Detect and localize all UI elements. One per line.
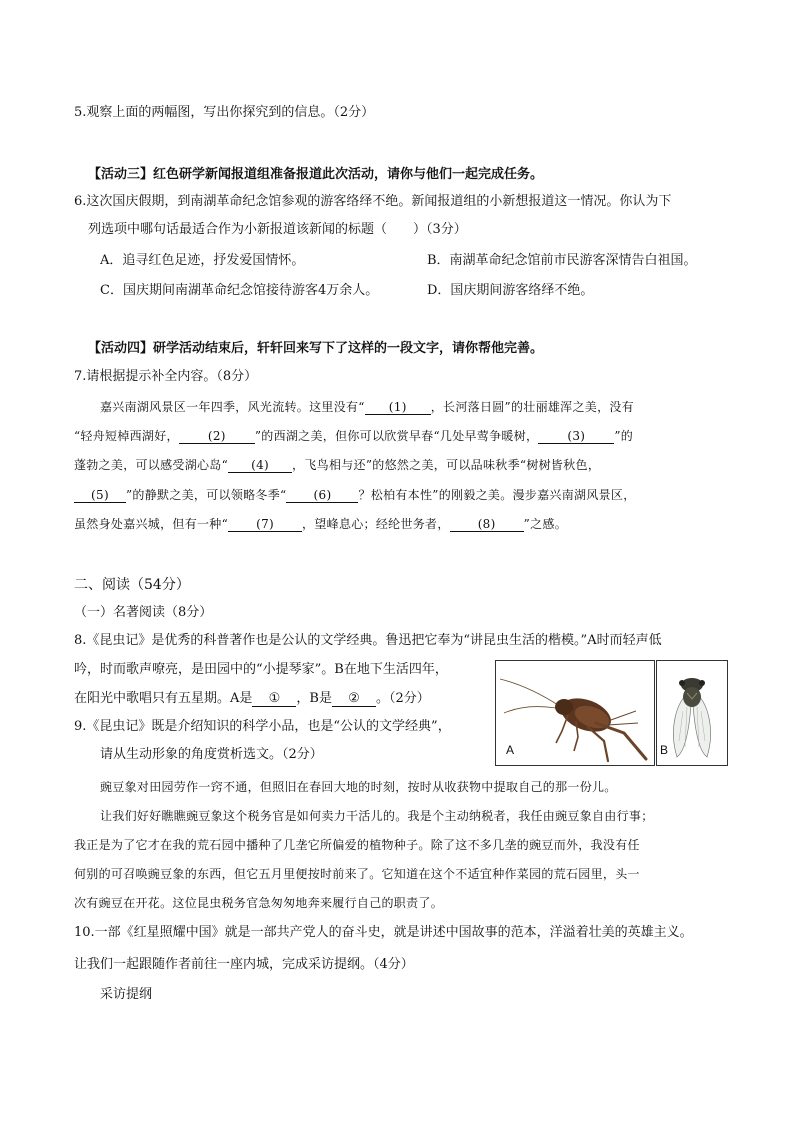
passage-paragraph-2-line2: 我正是为了它才在我的荒石园中播种了几垄它所偏爱的植物种子。除了这不多几垄的豌豆而外，我没有任 [74,838,640,852]
image-a [495,660,655,766]
q7-line-1: 嘉兴南湖风景区一年四季，风光流转。这里没有“ (1) ，长河落日圆”的壮丽雄浑之美，没有 [100,400,634,414]
blank-answer-2: ② [332,692,376,707]
question-10-line1: 10.一部《红星照耀中国》就是一部共产党人的奋斗史，就是讲述中国故事的范本，洋溢着壮美的英雄主义。 [74,925,693,940]
interview-outline-heading: 采访提纲 [100,987,153,1002]
passage-paragraph-2-line4: 次有豌豆在开花。这位昆虫税务官急匆匆地奔来履行自己的职责了。 [74,896,444,910]
question-9-line1: 9.《昆虫记》既是介绍知识的科学小品，也是“公认的文学经典”， [74,719,451,734]
question-10-line2: 让我们一起跟随作者前往一座内城，完成采访提纲。（4分） [74,957,414,972]
activity-4-heading: 【活动四】研学活动结束后，轩轩回来写下了这样的一段文字，请你帮他完善。 [88,341,544,356]
activity-3-heading: 【活动三】红色研学新闻报道组准备报道此次活动，请你与他们一起完成任务。 [88,167,544,182]
option-d: D．国庆期间游客络绎不绝。 [427,283,594,298]
blank-6: (6) [286,488,358,503]
question-8-line3: 在阳光中歌唱只有五星期。A是 ① ，B是 ② 。（2分） [74,691,430,706]
question-6-line2: 列选项中哪句话最适合作为小新报道该新闻的标题（ ）（3分） [88,222,467,237]
question-8-line1: 8.《昆虫记》是优秀的科普著作也是公认的文学经典。鲁迅把它奉为“讲昆虫生活的楷模。”A时而轻声低 [74,633,662,648]
question-7-title: 7.请根据提示补全内容。（8分） [74,369,258,384]
question-5: 5.观察上面的两幅图，写出你探究到的信息。（2分） [74,105,375,120]
blank-8: (8) [450,517,524,532]
option-c: C．国庆期间南湖革命纪念馆接待游客4万余人。 [100,283,379,298]
section-2-heading: 二、阅读（54分） [74,577,190,593]
blank-2: (2) [179,429,255,444]
image-a-label: A [506,743,515,757]
blank-3: (3) [538,429,614,444]
blank-5: (5) [74,488,126,503]
blank-4: (4) [228,458,292,473]
q7-line-3: 蓬勃之美，可以感受湖心岛“ (4) ，飞鸟相与还”的悠然之美，可以品味秋季“树树皆秋色， [74,458,601,472]
blank-1: (1) [365,400,431,415]
subsection-1-heading: （一）名著阅读（8分） [74,605,213,620]
image-b-label: B [660,743,669,757]
question-8-line2: 吟，时而歌声嘹亮，是田园中的“小提琴家”。B在地下生活四年， [74,662,448,677]
option-a: A．追寻红色足迹，抒发爱国情怀。 [100,253,305,268]
question-6-line1: 6.这次国庆假期，到南湖革命纪念馆参观的游客络绎不绝。新闻报道组的小新想报道这一情况。你认为下 [74,194,672,209]
q7-line-5: 虽然身处嘉兴城，但有一种“ (7) ，望峰息心；经纶世务者， (8) ”之感。 [74,517,567,531]
image-b [656,660,728,766]
blank-7: (7) [228,517,302,532]
q7-line-4: (5) ”的静默之美，可以领略冬季“ (6) ？松柏有本性”的刚毅之美。漫步嘉兴南湖风景区， [74,486,636,504]
option-b: B．南湖革命纪念馆前市民游客深情告白祖国。 [427,253,697,268]
passage-paragraph-1: 豌豆象对田园劳作一窍不通，但照旧在春回大地的时刻，按时从收获物中提取自己的那一份儿。 [100,780,617,794]
cricket-icon [496,661,654,765]
passage-paragraph-2-line1: 让我们好好瞧瞧豌豆象这个税务官是如何卖力干活儿的。我是个主动纳税者，我任由豌豆象自由行事； [100,809,654,823]
question-9-line2: 请从生动形象的角度赏析选文。（2分） [100,747,323,762]
passage-paragraph-2-line3: 何别的可召唤豌豆象的东西，但它五月里便按时前来了。它知道在这个不适宜种作菜园的荒石园里，头一 [74,867,640,881]
q7-line-2: “轻舟短棹西湖好， (2) ”的西湖之美，但你可以欣赏早春“几处早莺争暖树， (3) ”的 [74,429,634,443]
blank-answer-1: ① [252,692,296,707]
